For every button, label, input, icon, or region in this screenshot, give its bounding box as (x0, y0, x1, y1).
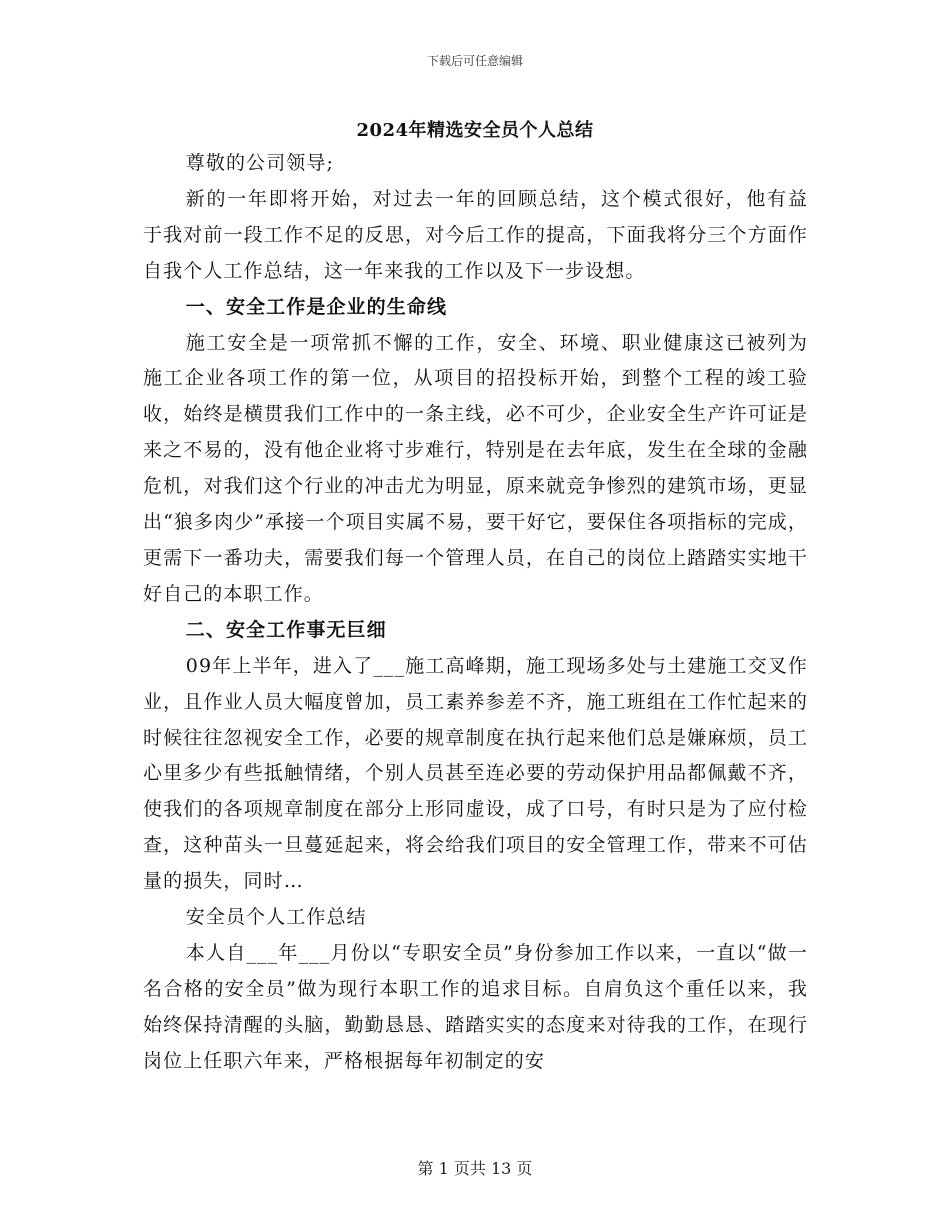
document-title: 2024年精选安全员个人总结 (356, 120, 594, 141)
page-header-note: 下载后可任意编辑 (426, 54, 523, 68)
document-body (143, 146, 808, 1080)
summary-paragraph: 本人自___年___月份以“专职安全员”身份参加工作以来，一直以“做一名合格的安全员”做为现行本职工作的追求目标。自肩负这个重任以来，我始终保持清醒的头脑，勤勤恳恳、踏踏实实的态度来对待我的工作，在现行岗位上任职六年来，严格根据每年初制定的安 (143, 941, 808, 1072)
subtitle-paragraph: 安全员个人工作总结 (185, 906, 367, 929)
section-1-paragraph: 施工安全是一项常抓不懈的工作，安全、环境、职业健康这已被列为施工企业各项工作的第一位，从项目的招投标开始，到整个工程的竣工验收，始终是横贯我们工作中的一条主线，必不可少，企业安全生产许可证是来之不易的，没有他企业将寸步难行，特别是在去年底，发生在全球的金融危机，对我们这个行业的冲击尤为明显，原来就竞争惨烈的建筑市场，更显出“狼多肉少”承接一个项目实属不易，要干好它，要保住各项指标的完成，更需下一番功夫，需要我们每一个管理人员，在自己的岗位上踏踏实实地干好自己的本职工作。 (143, 331, 808, 605)
salutation-paragraph: 尊敬的公司领导; (185, 152, 334, 174)
intro-paragraph: 新的一年即将开始，对过去一年的回顾总结，这个模式很好，他有益于我对前一段工作不足的反思，对今后工作的提高，下面我将分三个方面作自我个人工作总结，这一年来我的工作以及下一步设想。 (143, 187, 808, 282)
section-heading-2: 二、安全工作事无巨细 (185, 618, 387, 641)
section-2-paragraph: 09年上半年，进入了___施工高峰期，施工现场多处与土建施工交叉作业，且作业人员大幅度曾加，员工素养参差不齐，施工班组在工作忙起来的时候往往忽视安全工作，必要的规章制度在执行起来他们总是嫌麻烦，员工心里多少有些抵触情绪，个别人员甚至连必要的劳动保护用品都佩戴不齐，使我们的各项规章制度在部分上形同虚设，成了口号，有时只是为了应付检查，这种苗头一旦蔓延起来，将会给我们项目的安全管理工作，带来不可估量的损失，同时… (143, 654, 808, 893)
page-number-footer: 第 1 页共 13 页 (417, 1159, 533, 1178)
section-heading-1: 一、安全工作是企业的生命线 (185, 295, 448, 318)
